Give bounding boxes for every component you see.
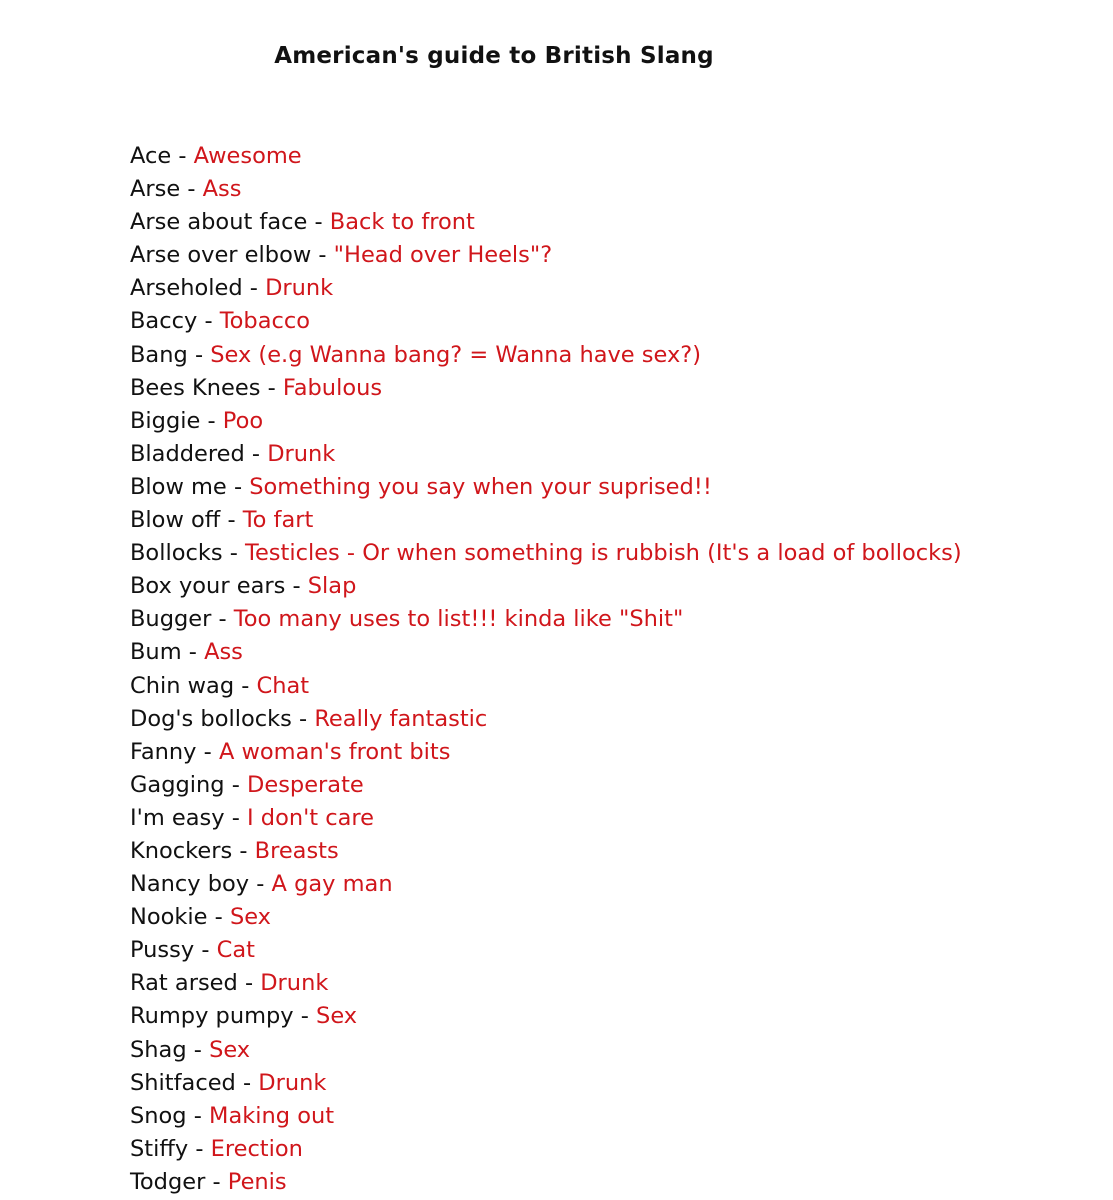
slang-definition: "Head over Heels"? xyxy=(333,242,553,269)
separator-dash: - xyxy=(231,804,240,831)
slang-term: I'm easy xyxy=(130,804,225,831)
slang-entry xyxy=(130,636,1100,669)
slang-entry xyxy=(130,206,1100,239)
slang-entry xyxy=(130,868,1100,901)
separator-dash: - xyxy=(204,308,213,335)
separator-dash: - xyxy=(242,1069,252,1096)
separator-dash: - xyxy=(214,904,223,931)
separator-dash: - xyxy=(195,1135,204,1162)
slang-entry xyxy=(130,934,1100,967)
separator-dash: - xyxy=(218,606,227,633)
separator-dash: - xyxy=(194,341,204,368)
slang-entry xyxy=(130,967,1100,1000)
slang-entry xyxy=(130,1166,1100,1199)
slang-term: Bollocks xyxy=(130,540,223,567)
slang-entry xyxy=(130,272,1100,305)
slang-entry xyxy=(130,802,1100,835)
slang-entry xyxy=(130,537,1100,570)
slang-definition: A gay man xyxy=(271,871,393,898)
slang-term: Dog's bollocks xyxy=(130,705,292,732)
slang-definition: Testicles - Or when something is rubbish (It's a load of bollocks) xyxy=(245,540,962,567)
slang-entry xyxy=(130,1067,1100,1100)
slang-definition: Sex (e.g Wanna bang? = Wanna have sex?) xyxy=(210,341,702,368)
slang-definition: Poo xyxy=(222,407,264,434)
slang-term: Bees Knees xyxy=(130,374,261,401)
slang-definition: Drunk xyxy=(258,1069,327,1096)
slang-definition: Drunk xyxy=(260,970,329,997)
slang-term: Rat arsed xyxy=(130,970,238,997)
separator-dash: - xyxy=(251,440,261,467)
slang-definition: I don't care xyxy=(247,804,375,831)
slang-entry xyxy=(130,736,1100,769)
separator-dash: - xyxy=(178,143,187,169)
slang-term: Bugger xyxy=(130,606,212,633)
slang-definition: Tobacco xyxy=(219,308,310,335)
slang-term: Nookie xyxy=(130,904,208,931)
separator-dash: - xyxy=(193,1102,202,1129)
separator-dash: - xyxy=(256,871,265,898)
slang-term: Baccy xyxy=(130,308,198,335)
slang-entry xyxy=(130,670,1100,703)
slang-term: Rumpy pumpy xyxy=(130,1003,294,1030)
slang-definition: Sex xyxy=(229,904,271,931)
slang-definition: Ass xyxy=(204,639,243,666)
slang-entry xyxy=(130,835,1100,868)
slang-entry xyxy=(130,239,1100,272)
slang-definition: Slap xyxy=(307,573,357,600)
slang-entry xyxy=(130,372,1100,405)
slang-term: Arse about face xyxy=(130,209,308,236)
separator-dash: - xyxy=(267,374,276,401)
slang-entry xyxy=(130,405,1100,438)
slang-definition: Sex xyxy=(316,1003,358,1030)
slang-term: Box your ears xyxy=(130,573,286,600)
slang-entry xyxy=(130,570,1100,603)
slang-entry xyxy=(130,769,1100,802)
separator-dash: - xyxy=(239,837,248,864)
slang-term: Shitfaced xyxy=(130,1069,236,1096)
slang-term: Blow off xyxy=(130,507,221,534)
separator-dash: - xyxy=(231,771,240,798)
slang-definition: Chat xyxy=(256,672,310,699)
slang-entry xyxy=(130,1100,1100,1133)
slang-term: Bladdered xyxy=(130,440,245,467)
slang-term: Knockers xyxy=(130,837,233,864)
separator-dash: - xyxy=(292,573,301,600)
slang-definition: Making out xyxy=(209,1102,335,1129)
slang-entry xyxy=(130,471,1100,504)
slang-definition: To fart xyxy=(242,507,314,534)
separator-dash: - xyxy=(229,540,238,567)
separator-dash: - xyxy=(203,738,212,765)
slang-term: Chin wag xyxy=(130,672,235,699)
slang-term: Stiffy xyxy=(130,1135,189,1162)
slang-term: Fanny xyxy=(130,738,197,765)
slang-term: Bum xyxy=(130,639,182,666)
separator-dash: - xyxy=(318,242,327,269)
slang-definition: Cat xyxy=(216,937,255,964)
slang-definition: Sex xyxy=(209,1036,251,1063)
slang-definition: Something you say when your suprised!! xyxy=(249,473,712,500)
slang-term: Bang xyxy=(130,341,188,368)
separator-dash: - xyxy=(314,209,323,236)
slang-entry xyxy=(130,1133,1100,1166)
slang-term: Nancy boy xyxy=(130,871,250,898)
slang-definition: Awesome xyxy=(193,143,302,169)
slang-entry xyxy=(130,173,1100,206)
slang-definition: Too many uses to list!!! kinda like "Shit" xyxy=(233,606,684,633)
slang-definition: Ass xyxy=(202,176,242,203)
slang-definition: Drunk xyxy=(267,440,336,467)
slang-definition: Desperate xyxy=(247,771,364,798)
slang-definition: Erection xyxy=(210,1135,303,1162)
slang-term: Arseholed xyxy=(130,275,243,302)
slang-term: Arse over elbow xyxy=(130,242,312,269)
slang-entry xyxy=(130,1034,1100,1067)
page-title: American's guide to British Slang xyxy=(274,43,714,70)
slang-definition: A woman's front bits xyxy=(218,738,451,765)
slang-entry xyxy=(130,438,1100,471)
slang-term: Ace xyxy=(130,143,172,169)
separator-dash: - xyxy=(193,1036,202,1063)
slang-list xyxy=(130,140,1100,1199)
separator-dash: - xyxy=(300,1003,309,1030)
slang-entry xyxy=(130,140,1100,173)
slang-entry xyxy=(130,703,1100,736)
slang-entry xyxy=(130,504,1100,537)
separator-dash: - xyxy=(212,1168,221,1195)
slang-term: Biggie xyxy=(130,407,201,434)
separator-dash: - xyxy=(241,672,250,699)
slang-entry xyxy=(130,901,1100,934)
slang-entry xyxy=(130,339,1100,372)
separator-dash: - xyxy=(187,176,196,203)
separator-dash: - xyxy=(299,705,308,732)
separator-dash: - xyxy=(201,937,210,964)
slang-term: Arse xyxy=(130,176,181,203)
separator-dash: - xyxy=(188,639,197,666)
separator-dash: - xyxy=(233,473,243,500)
slang-definition: Really fantastic xyxy=(314,705,488,732)
separator-dash: - xyxy=(244,970,254,997)
separator-dash: - xyxy=(227,507,236,534)
slang-entry xyxy=(130,1000,1100,1033)
slang-term: Todger xyxy=(130,1168,206,1195)
slang-definition: Breasts xyxy=(254,837,339,864)
slang-definition: Fabulous xyxy=(282,374,383,401)
slang-term: Pussy xyxy=(130,937,195,964)
slang-term: Gagging xyxy=(130,771,225,798)
slang-term: Blow me xyxy=(130,473,227,500)
separator-dash: - xyxy=(249,275,258,302)
slang-term: Snog xyxy=(130,1102,187,1129)
slang-term: Shag xyxy=(130,1036,187,1063)
slang-definition: Drunk xyxy=(265,275,334,302)
slang-entry xyxy=(130,603,1100,636)
slang-definition: Back to front xyxy=(329,209,475,236)
slang-entry xyxy=(130,305,1100,338)
slang-definition: Penis xyxy=(227,1168,287,1195)
separator-dash: - xyxy=(207,407,216,434)
